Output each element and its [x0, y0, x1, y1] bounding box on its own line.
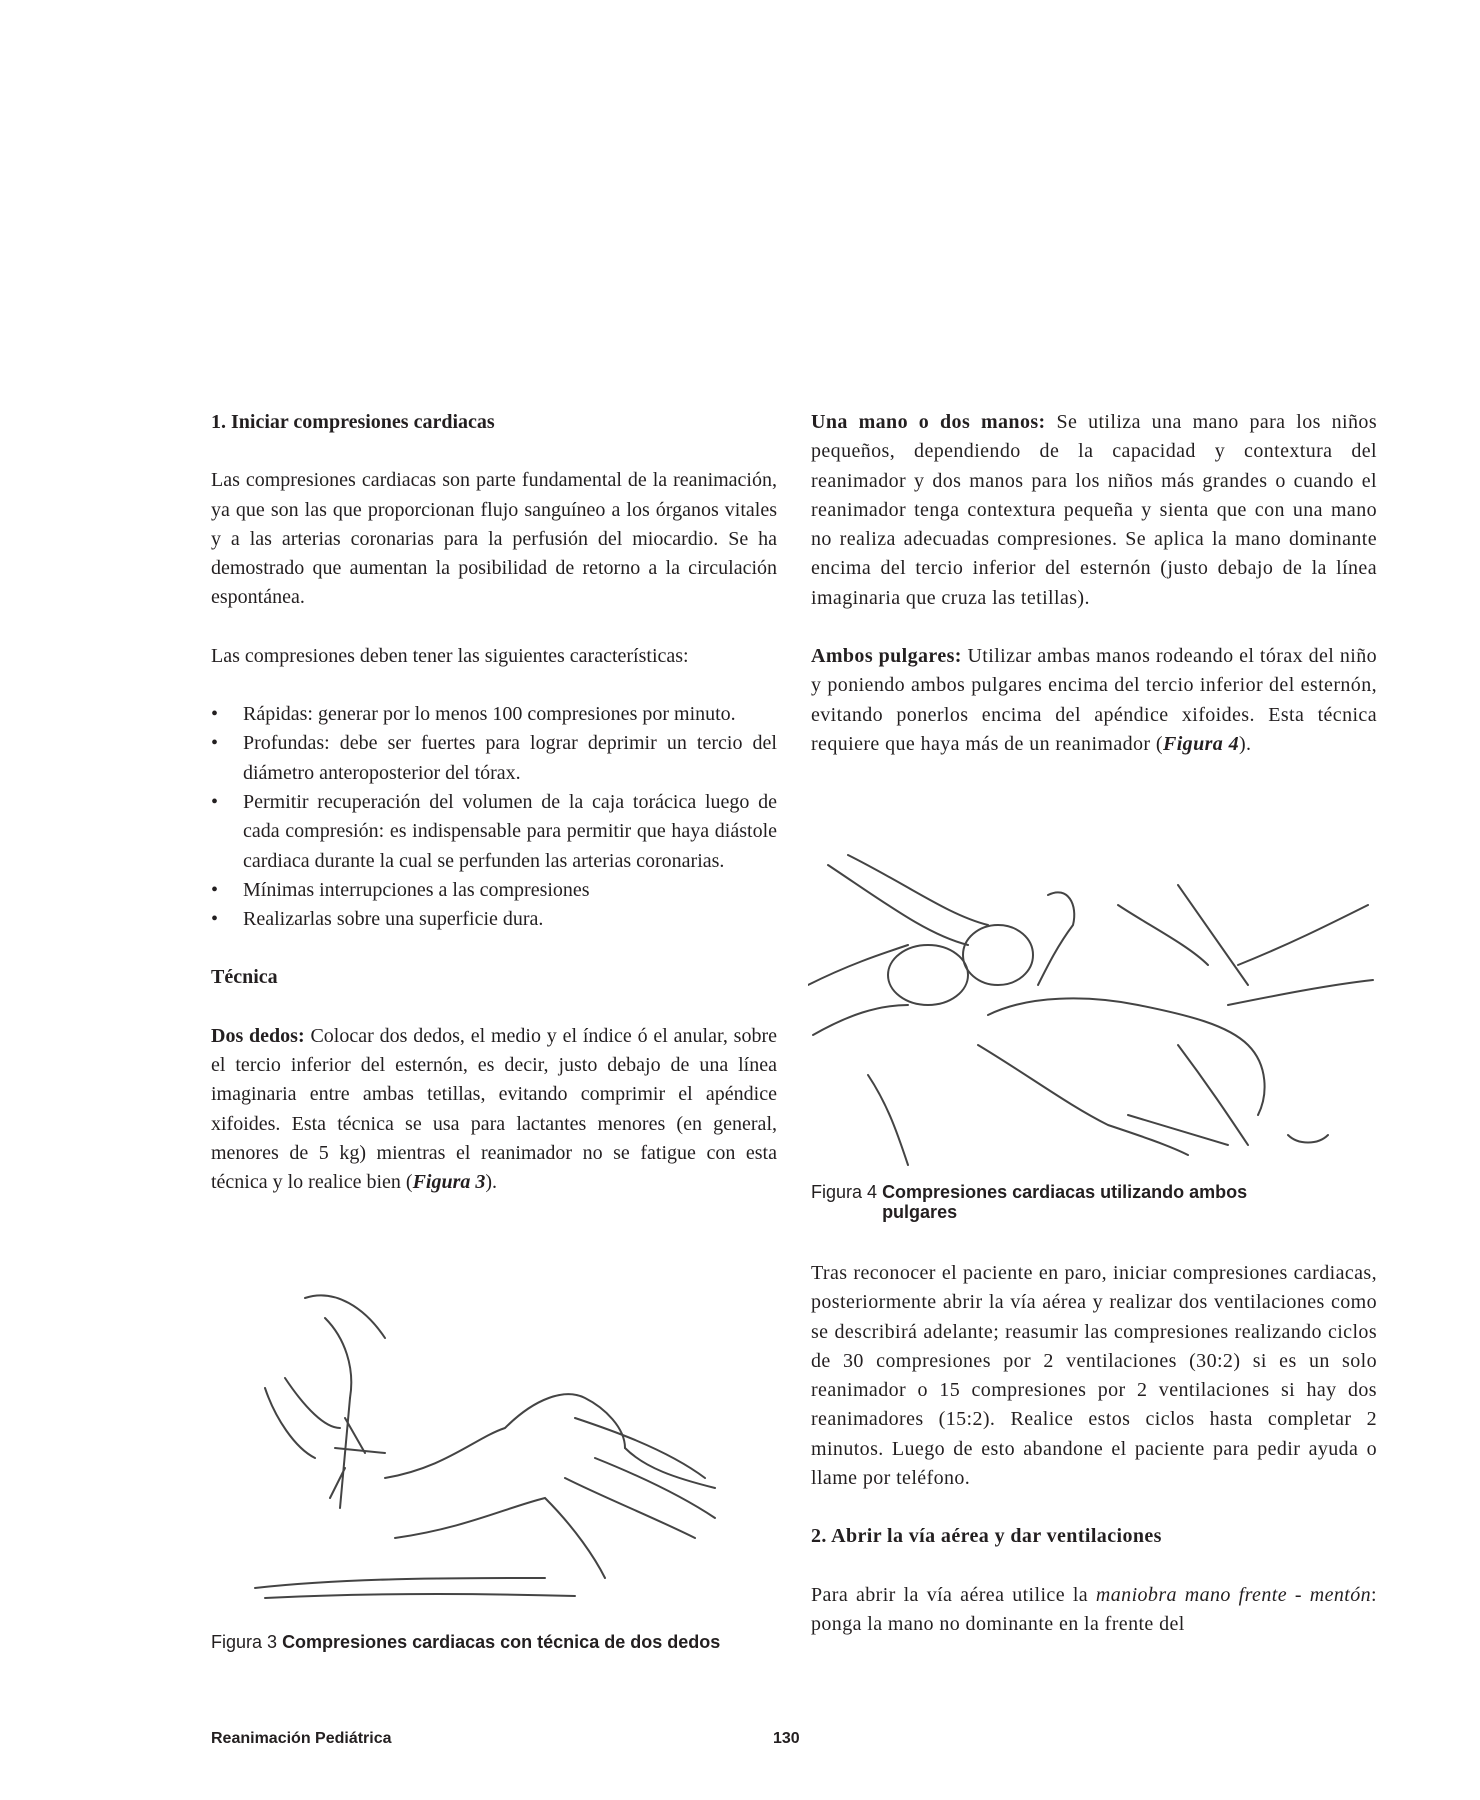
paragraph: Las compresiones cardiacas son parte fundamental de la reanimación, ya que son las que proporcionan flujo sanguíneo a los órganos vitales y a las arterias coronarias para la perfusión del miocardio. Se ha demostrado que aumentan la posibilidad de retorno a la circulación espontánea. — [211, 469, 777, 609]
list-item: • Mínimas interrupciones a las compresiones — [211, 876, 777, 905]
paragraph: Tras reconocer el paciente en paro, iniciar compresiones cardiacas, posteriormente abrir la vía aérea y realizar dos ventilaciones como se describirá adelante; reasumir las compresiones realizando ciclos de 30 compresiones por 2 ventilaciones (30:2) si es un solo reanimador o 15 compresiones por 2 ventilaciones si hay dos reanimadores (15:2). Realice estos ciclos hasta completar 2 minutos. Luego de esto abandone el paciente para pedir ayuda o llame por teléfono. — [811, 1262, 1377, 1490]
figure-title: Compresiones cardiacas utilizando ambos pulgares — [882, 1182, 1248, 1222]
section-heading-1: 1. Iniciar compresiones cardiacas — [211, 411, 495, 433]
paragraph-una-mano — [811, 408, 1377, 613]
paragraph — [811, 1581, 1377, 1640]
right-column-lower — [811, 1259, 1377, 1668]
text: ). — [1238, 732, 1252, 755]
text: Para abrir la vía aérea utilice la — [811, 1583, 1096, 1606]
list-item: • Profundas: debe ser fuertes para lograr deprimir un tercio del diámetro anteroposterior del tórax. — [211, 729, 777, 788]
subheading-tecnica: Técnica — [211, 966, 278, 989]
footer-title: Reanimación Pediátrica — [211, 1730, 392, 1747]
figure-ref: Figura 3 — [412, 1171, 486, 1194]
italic-term: maniobra mano frente - mentón — [1095, 1583, 1372, 1606]
text: : ponga la mano no dominante en la frente del — [811, 1583, 1377, 1635]
paragraph-dos-dedos — [211, 1022, 777, 1198]
list-item: • Permitir recuperación del volumen de la caja torácica luego de cada compresión: es indispensable para permitir que haya diástole cardiaca durante la cual se perfunden las arterias coronarias. — [211, 788, 777, 876]
figure-title: Compresiones cardiacas con técnica de dos dedos — [282, 1632, 721, 1652]
figure-4-illustration — [808, 845, 1378, 1175]
bullet-list — [211, 700, 777, 934]
right-column — [811, 408, 1377, 788]
figure-ref: Figura 4 — [1162, 732, 1239, 755]
figure-number: Figura 3 — [211, 1632, 278, 1652]
text: ). — [485, 1171, 498, 1194]
section-heading-2: 2. Abrir la vía aérea y dar ventilaciones — [811, 1525, 1162, 1548]
list-item: • Rápidas: generar por lo menos 100 compresiones por minuto. — [211, 700, 777, 729]
figure-4-caption — [811, 1182, 1322, 1222]
text: Colocar dos dedos, el medio y el índice ó el anular, sobre el tercio inferior del esternón, es decir, justo debajo de una línea imaginaria entre ambas tetillas, evitando comprimir el apéndice xifoides. Esta técnica se usa para lactantes menores (en general, menores de 5 kg) mientras el reanimador no se fatigue con esta técnica y lo realice bien ( — [211, 1024, 777, 1194]
left-column — [211, 408, 777, 1227]
paragraph-pulgares — [811, 642, 1377, 759]
figure-3-caption — [211, 1632, 732, 1652]
figure-3-illustration — [245, 1278, 745, 1608]
term-label: Una mano o dos manos: — [811, 411, 1046, 433]
term-label: Dos dedos: — [211, 1024, 305, 1047]
text: Utilizar ambas manos rodeando el tórax del niño y poniendo ambos pulgares encima del tercio inferior del esternón, evitando ponerlos encima del apéndice xifoides. Esta técnica requiere que haya más de un reanimador ( — [811, 645, 1377, 755]
page-number: 130 — [773, 1730, 800, 1747]
text: Se utiliza una mano para los niños pequeños, dependiendo de la capacidad y contextura del reanimador y dos manos para los niños más grandes o cuando el reanimador tenga contextura pequeña y sienta que con una mano no realiza adecuadas compresiones. Se aplica la mano dominante encima del tercio inferior del esternón (justo debajo de la línea imaginaria que cruza las tetillas). — [811, 411, 1377, 609]
figure-number: Figura 4 — [811, 1182, 878, 1202]
term-label: Ambos pulgares: — [811, 645, 962, 668]
paragraph: Las compresiones deben tener las siguientes características: — [211, 644, 689, 667]
list-item: • Realizarlas sobre una superficie dura. — [211, 905, 777, 934]
